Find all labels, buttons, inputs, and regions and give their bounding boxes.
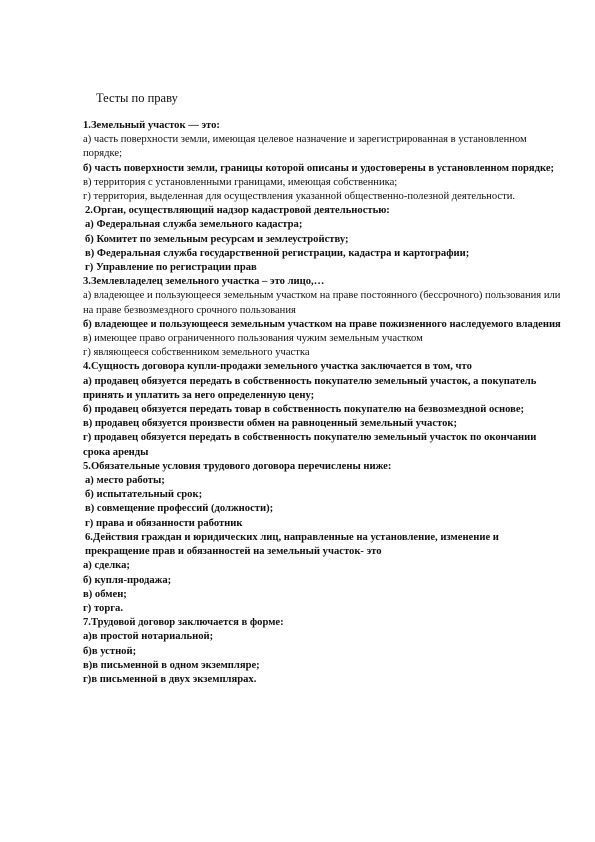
answer-option: а) продавец обязуется передать в собственность покупателю земельный участок, а покупатель принять и уплатить за него определенную цену; — [83, 375, 537, 401]
question-title: 7.Трудовой договор заключается в форме: — [83, 617, 284, 629]
test-content — [83, 119, 563, 687]
question-title: 6.Действия граждан и юридических лиц, направленные на установление, изменение и прекращение прав и обязанностей на земельный участок- это — [85, 531, 499, 558]
answer-option: в)в письменной в одном экземпляре; — [83, 659, 260, 671]
question-6 — [83, 531, 563, 616]
question-title: 1.Земельный участок — это: — [83, 120, 220, 131]
answer-option: а) сделка; — [83, 560, 130, 572]
answer-option: г)в письменной в двух экземплярах. — [83, 673, 257, 685]
question-4 — [83, 360, 563, 459]
answer-option: а)в простой нотариальной; — [83, 631, 214, 643]
document-title: Тесты по праву — [96, 91, 178, 105]
question-3 — [83, 275, 563, 360]
question-title: 2.Орган, осуществляющий надзор кадастровой деятельностью: — [85, 205, 390, 217]
answer-option: а) место работы; — [85, 475, 165, 487]
answer-option: в) территория с установленными границами, имеющая собственника; — [83, 176, 398, 188]
answer-option: г) продавец обязуется передать в собственность покупателю земельный участок по окончании срока аренды — [83, 432, 537, 458]
answer-option-correct: б) владеющее и пользующееся земельным участком на праве пожизненного наследуемого владения — [83, 318, 561, 330]
answer-option: б) Комитет по земельным ресурсам и землеустройству; — [85, 233, 349, 245]
answer-option: в) совмещение профессий (должности); — [85, 503, 274, 515]
question-title: 3.Землевладелец земельного участка – это лицо,… — [83, 276, 325, 288]
answer-option: б)в устной; — [83, 645, 137, 657]
answer-option: б) продавец обязуется передать товар в собственность покупателю на безвозмездной основе; — [83, 404, 525, 416]
answer-option: г) торга. — [83, 602, 123, 614]
answer-option: а) Федеральная служба земельного кадастра; — [85, 219, 303, 231]
answer-option: в) продавец обязуется произвести обмен на равноценный земельный участок; — [83, 418, 458, 430]
answer-option: а) владеющее и пользующееся земельным участком на праве постоянного (бессрочного) пользования или на праве безвозмездного срочного пользования — [83, 290, 561, 316]
question-1 — [83, 119, 563, 204]
answer-option: г) права и обязанности работник — [85, 517, 243, 529]
answer-option: в) Федеральная служба государственной регистрации, кадастра и картографии; — [85, 247, 470, 259]
answer-option-correct: б) часть поверхности земли, границы которой описаны и удостоверены в установленном порядке; — [83, 162, 555, 174]
answer-option: б) купля-продажа; — [83, 574, 172, 586]
answer-option: а) часть поверхности земли, имеющая целевое назначение и зарегистрированная в установленном порядке; — [83, 134, 527, 160]
question-title: 5.Обязательные условия трудового договора перечислены ниже: — [83, 460, 392, 472]
answer-option: г) Управление по регистрации прав — [85, 262, 257, 274]
question-7 — [83, 616, 563, 687]
answer-option: г) являющееся собственником земельного участка — [83, 347, 310, 359]
answer-option: г) территория, выделенная для осуществления указанной общественно-полезной деятельности. — [83, 191, 516, 203]
answer-option: в) обмен; — [83, 588, 127, 600]
question-title: 4.Сущность договора купли-продажи земельного участка заключается в том, что — [83, 361, 472, 373]
answer-option: в) имеющее право ограниченного пользования чужим земельным участком — [83, 333, 423, 345]
question-2 — [83, 204, 563, 275]
question-5 — [83, 460, 563, 531]
answer-option: б) испытательный срок; — [85, 489, 203, 501]
